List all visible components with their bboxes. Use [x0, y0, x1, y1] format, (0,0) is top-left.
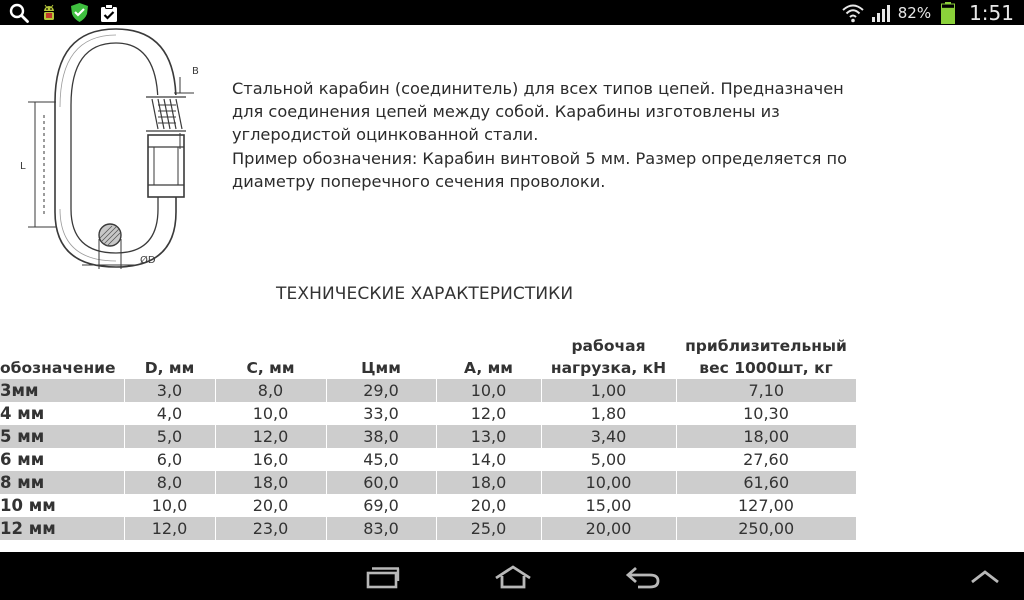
table-cell: 18,00: [676, 425, 856, 448]
menu-up-button[interactable]: [960, 562, 1010, 592]
table-cell: 10,0: [436, 379, 541, 402]
table-cell: 250,00: [676, 517, 856, 540]
clock: 1:51: [969, 0, 1014, 25]
clipboard-check-icon: [98, 2, 120, 23]
table-cell: 60,0: [326, 471, 436, 494]
table-cell: 14,0: [470, 450, 507, 469]
table-cell: 10,30: [743, 404, 789, 423]
table-cell: 1,80: [590, 404, 627, 423]
signal-bars-icon: [870, 2, 892, 23]
table-header-row: [0, 331, 856, 379]
table-cell: 5,00: [590, 450, 627, 469]
table-row: [0, 448, 856, 471]
table-cell: 12,0: [470, 404, 507, 423]
column-header-d: D, мм: [144, 359, 195, 377]
table-cell: 15,00: [585, 496, 632, 515]
table-cell: 12,0: [215, 425, 326, 448]
menu-up-icon: [968, 567, 1002, 587]
recent-apps-button[interactable]: [358, 562, 408, 592]
table-row: [0, 379, 856, 402]
table-cell: 6,0: [156, 450, 183, 469]
column-header-l: Цмм: [361, 359, 401, 377]
table-cell: 27,60: [743, 450, 789, 469]
back-icon: [624, 564, 662, 590]
table-cell: 5 мм: [0, 425, 124, 448]
table-cell: 8,0: [124, 471, 215, 494]
table-cell: 7,10: [676, 379, 856, 402]
product-description: [232, 77, 872, 193]
designation-example: Пример обозначения: Карабин винтовой 5 мм. Размер определяется по диаметру поперечного сечения проволоки.: [232, 148, 848, 191]
home-button[interactable]: [488, 562, 538, 592]
battery-percent: 82%: [897, 3, 932, 22]
table-cell: 61,60: [676, 471, 856, 494]
table-cell: 4 мм: [0, 404, 45, 423]
table-cell: 23,0: [215, 517, 326, 540]
table-cell: 18,0: [436, 471, 541, 494]
table-cell: 29,0: [326, 379, 436, 402]
back-button[interactable]: [618, 562, 668, 592]
table-cell: 69,0: [363, 496, 399, 515]
table-cell: 8 мм: [0, 471, 124, 494]
table-cell: 8,0: [215, 379, 326, 402]
status-bar: [0, 0, 1024, 25]
table-row: [0, 402, 856, 425]
recent-apps-icon: [365, 564, 401, 590]
table-row: [0, 494, 856, 517]
table-cell: 13,0: [436, 425, 541, 448]
table-row: [0, 517, 856, 540]
table-cell: 4,0: [156, 404, 183, 423]
table-cell: 20,0: [470, 496, 507, 515]
table-cell: 1,00: [541, 379, 676, 402]
column-header-weight: приблизительный вес 1000шт, кг: [685, 337, 847, 377]
dimension-label-l: L: [20, 161, 26, 172]
table-cell: 10,0: [151, 496, 188, 515]
table-cell: 127,00: [738, 496, 794, 515]
page-content: [0, 25, 1024, 552]
table-cell: 20,0: [252, 496, 289, 515]
table-cell: 18,0: [215, 471, 326, 494]
table-cell: 45,0: [363, 450, 399, 469]
wifi-icon: [842, 2, 864, 23]
table-cell: 38,0: [326, 425, 436, 448]
battery-icon: [937, 2, 959, 23]
specifications-table: [0, 331, 856, 540]
table-cell: 25,0: [436, 517, 541, 540]
home-icon: [493, 564, 533, 590]
column-header-designation: обозначение: [0, 359, 116, 377]
navigation-bar: [0, 552, 1024, 600]
table-cell: 20,00: [541, 517, 676, 540]
table-cell: 10,00: [541, 471, 676, 494]
carabiner-diagram: [8, 27, 218, 275]
table-cell: 3,40: [541, 425, 676, 448]
table-cell: 12 мм: [0, 517, 124, 540]
table-cell: 5,0: [124, 425, 215, 448]
table-cell: 33,0: [363, 404, 399, 423]
column-header-a: A, мм: [464, 359, 513, 377]
dimension-label-d: ØD: [140, 255, 156, 266]
android-debug-icon: [38, 2, 60, 23]
notification-area: [8, 2, 120, 23]
table-cell: 10 мм: [0, 496, 56, 515]
table-row: [0, 425, 856, 448]
column-header-c: C, мм: [246, 359, 295, 377]
dimension-label-b: B: [192, 66, 199, 77]
table-cell: 16,0: [252, 450, 289, 469]
table-cell: 12,0: [124, 517, 215, 540]
table-cell: 6 мм: [0, 450, 45, 469]
table-cell: 3,0: [124, 379, 215, 402]
table-cell: 10,0: [252, 404, 289, 423]
column-header-working-load: рабочая нагрузка, кН: [550, 337, 667, 377]
description-paragraph: Стальной карабин (соединитель) для всех типов цепей. Предназначен для соединения цепей между собой. Карабины изготовлены из углеродистой оцинкованной стали.: [232, 79, 844, 145]
section-title: ТЕХНИЧЕСКИЕ ХАРАКТЕРИСТИКИ: [276, 284, 574, 304]
table-row: [0, 471, 856, 494]
security-shield-icon: [68, 2, 90, 23]
search-icon: [8, 2, 30, 23]
table-cell: 83,0: [326, 517, 436, 540]
system-status-area: [842, 0, 1014, 25]
table-cell: 3мм: [0, 379, 124, 402]
